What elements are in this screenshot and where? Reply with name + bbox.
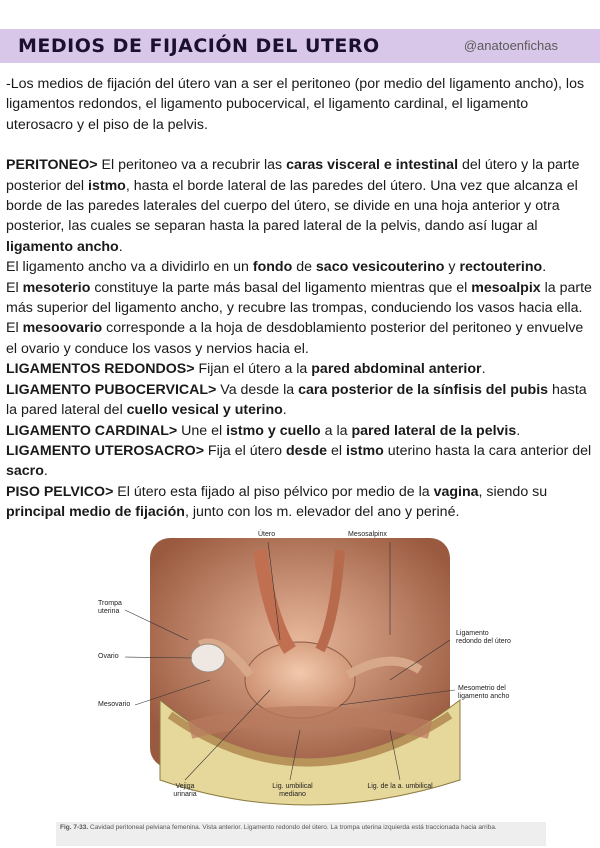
author-handle: @anatoenfichas	[463, 38, 558, 53]
body-text	[6, 74, 594, 523]
section-heading: PISO PELVICO>	[6, 483, 114, 500]
label-mesometrio: Mesometrio del ligamento ancho	[458, 685, 510, 700]
label-mesosalpinx: Mesosalpinx	[348, 531, 387, 538]
label-ovario: Ovario	[98, 653, 119, 660]
piso-pelvico-paragraph: PISO PELVICO> El útero esta fijado al piso pélvico por medio de la vagina, siendo su principal medio de fijación, junto con los m. elevador del ano y periné.	[6, 483, 548, 521]
ligamento-ancho-paragraph: El ligamento ancho va a dividirlo en un fondo de saco vesicouterino y rectouterino.	[6, 259, 547, 276]
label-trompa: Trompa uterina	[98, 600, 122, 615]
label-utero: Útero	[258, 531, 276, 538]
peritoneo-paragraph: PERITONEO> El peritoneo va a recubrir las caras visceral e intestinal del útero y la parte posterior del istmo, hasta el borde lateral de las paredes del útero. Una vez que alcanza el borde de las paredes laterales del cuerpo del útero, se divide en una hoja anterior y otra posterior, las cuales se separan hasta la pared lateral de la pelvis, dando así lugar al ligamento ancho.	[6, 157, 580, 255]
uterosacro-paragraph: LIGAMENTO UTEROSACRO> Fija el útero desde el istmo uterino hasta la cara anterior del sacro.	[6, 442, 592, 480]
section-heading: LIGAMENTOS REDONDOS>	[6, 361, 195, 378]
label-lig-redondo: Ligamento redondo del útero	[456, 630, 511, 645]
page-title: MEDIOS DE FIJACIÓN DEL UTERO	[18, 35, 380, 57]
label-mesovario: Mesovario	[98, 701, 131, 708]
section-heading: LIGAMENTO UTEROSACRO>	[6, 442, 204, 459]
pubocervical-paragraph: LIGAMENTO PUBOCERVICAL> Va desde la cara posterior de la sínfisis del pubis hasta la pared lateral del cuello vesical y uterino.	[6, 381, 587, 419]
mesoterio-paragraph: El mesoterio constituye la parte más basal del ligamento mientras que el mesoalpix la parte más superior del ligamento ancho, y recubre las trompas, conduciendo los vasos hacia ella. El mesoovario corresponde a la hoja de desdoblamiento posterior del peritoneo y envuelve el ovario y conduce los vasos y nervios hacia el.	[6, 279, 592, 357]
label-lig-umbilical-mediano: Lig. umbilical mediano	[272, 783, 313, 798]
intro-paragraph: -Los medios de fijación del útero van a ser el peritoneo (por medio del ligamento ancho), los ligamentos redondos, el ligamento pubocervical, el ligamento cardinal, el ligamento uterosacro y el piso de la pelvis.	[6, 76, 585, 133]
redondos-paragraph: LIGAMENTOS REDONDOS> Fijan el útero a la pared abdominal anterior.	[6, 361, 486, 378]
label-vejiga: Vejiga urinaria	[173, 783, 197, 798]
anatomy-figure	[90, 530, 530, 820]
section-heading: LIGAMENTO CARDINAL>	[6, 422, 178, 439]
cardinal-paragraph: LIGAMENTO CARDINAL> Une el istmo y cuello a la pared lateral de la pelvis.	[6, 422, 521, 439]
figure-caption: Fig. 7-33. Cavidad peritoneal pelviana femenina. Vista anterior. Ligamento redondo del útero. La trompa uterina izquierda está traccionada hacia arriba.	[56, 822, 546, 846]
pelvic-illustration	[90, 530, 530, 820]
header-band	[0, 29, 600, 63]
section-heading: PERITONEO>	[6, 157, 98, 174]
label-lig-umbilical: Lig. de la a. umbilical	[367, 783, 433, 790]
section-heading: LIGAMENTO PUBOCERVICAL>	[6, 381, 217, 398]
